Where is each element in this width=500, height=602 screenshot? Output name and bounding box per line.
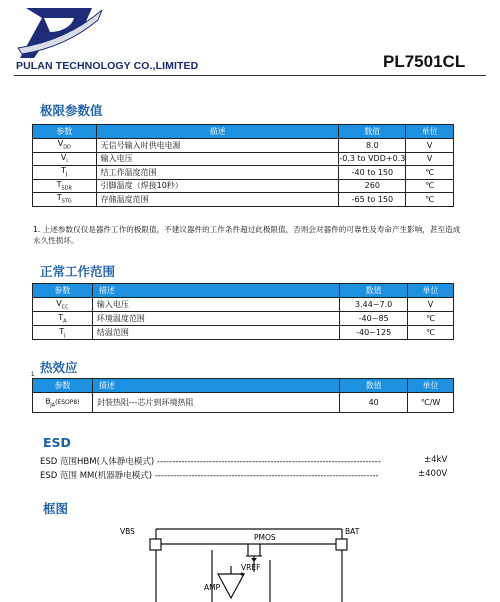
model-number: PL7501CL (383, 52, 466, 71)
param-value: -40~125 (340, 326, 408, 340)
symbol-main: T (59, 326, 65, 336)
param-value: -40 to 150 (339, 166, 406, 180)
label-pmos: PMOS (254, 533, 276, 542)
header-divider (14, 75, 486, 76)
col-header: 参数 (33, 379, 93, 393)
param-description: 无信号输入时供电电源 (96, 139, 339, 153)
symbol-subscript: CC (61, 304, 69, 311)
table-row (33, 393, 454, 413)
param-unit: ℃/W (408, 393, 454, 413)
param-description: 结温范围 (92, 326, 339, 340)
table-row (33, 193, 454, 207)
symbol-subscript: JA (50, 402, 56, 409)
company-logo (14, 4, 104, 60)
section-title-esd: ESD (43, 435, 71, 450)
table-row (33, 139, 454, 153)
param-symbol (33, 326, 93, 340)
abs-max-table (32, 124, 454, 207)
table-header-row (33, 284, 454, 298)
param-symbol (33, 193, 97, 207)
param-unit: ℃ (408, 326, 454, 340)
col-header: 单位 (406, 125, 454, 139)
param-description: 环境温度范围 (92, 312, 339, 326)
col-header: 描述 (92, 284, 339, 298)
col-header: 数值 (339, 125, 406, 139)
col-header: 数值 (340, 379, 408, 393)
footnote-marker: 1 (31, 372, 35, 378)
symbol-subscript: STG (61, 199, 72, 206)
param-description: 结工作温度范围 (96, 166, 339, 180)
esd-row-hbm (40, 455, 381, 467)
col-header: 描述 (92, 379, 339, 393)
param-symbol (33, 139, 97, 153)
symbol-main: V (60, 152, 67, 162)
param-value: 8.0 (339, 139, 406, 153)
table-row (33, 298, 454, 312)
esd-row-mm (40, 469, 379, 481)
param-value: 260 (339, 179, 406, 193)
symbol-main: T (56, 179, 62, 189)
param-unit: ℃ (406, 166, 454, 180)
param-value: -40~85 (340, 312, 408, 326)
table-header-row (33, 125, 454, 139)
company-name: PULAN TECHNOLOGY CO.,LIMITED (16, 60, 199, 72)
esd-dashes: ------------------------------------------------------------------------- (154, 471, 379, 481)
param-description: 存储温度范围 (96, 193, 339, 207)
symbol-main: V (56, 298, 62, 308)
abs-max-note: 1. 上述参数仅仅是器件工作的极限值，不建议器件的工作条件超过此极限值，否则会对器件的可靠性及寿命产生影响，甚至造成永久性损坏。 (33, 225, 461, 245)
esd-label: ESD 范围 MM(机器静电模式) (40, 471, 153, 481)
param-value: 40 (340, 393, 408, 413)
param-unit: ℃ (408, 312, 454, 326)
table-row (33, 326, 454, 340)
symbol-main: T (61, 166, 66, 176)
thermal-table (32, 378, 454, 413)
symbol-subscript: I (66, 158, 68, 165)
param-description: 封装热阻---芯片到环境热阻 (92, 393, 339, 413)
label-amp: AMP (204, 583, 221, 592)
param-symbol (33, 393, 93, 413)
symbol-subscript: j (64, 332, 66, 339)
symbol-subscript: A (63, 318, 67, 325)
table-row (33, 166, 454, 180)
esd-label: ESD 范围HBM(人体静电模式) (40, 457, 155, 467)
param-unit: V (406, 139, 454, 153)
symbol-subscript: SDR (61, 185, 72, 192)
col-header: 参数 (33, 125, 97, 139)
param-symbol (33, 152, 97, 166)
param-description: 引脚温度（焊接10秒） (96, 179, 339, 193)
op-range-table (32, 283, 454, 340)
table-row (33, 152, 454, 166)
symbol-subscript: J (66, 172, 68, 179)
label-vref: VREF (241, 563, 261, 572)
table-header-row (33, 379, 454, 393)
section-title-thermal: 热效应 (40, 360, 78, 375)
param-unit: V (406, 152, 454, 166)
esd-value: ±4kV (424, 455, 448, 465)
param-symbol (33, 166, 97, 180)
package-suffix: (ESOP8) (55, 398, 80, 406)
symbol-main: V (57, 139, 64, 149)
param-unit: V (408, 298, 454, 312)
table-row (33, 312, 454, 326)
param-description: 输入电压 (96, 152, 339, 166)
section-title-abs-max: 极限参数值 (40, 103, 103, 118)
col-header: 数值 (340, 284, 408, 298)
section-title-op-range: 正常工作范围 (40, 264, 116, 279)
symbol-main: T (56, 193, 62, 203)
col-header: 单位 (408, 284, 454, 298)
param-symbol (33, 312, 93, 326)
param-unit: ℃ (406, 193, 454, 207)
col-header: 参数 (33, 284, 93, 298)
esd-value: ±400V (418, 469, 448, 479)
symbol-subscript: DD (63, 145, 71, 152)
table-row (33, 179, 454, 193)
param-description: 输入电压 (92, 298, 339, 312)
symbol-main: θ (45, 396, 51, 406)
col-header: 描述 (96, 125, 339, 139)
param-symbol (33, 179, 97, 193)
param-value: -65 to 150 (339, 193, 406, 207)
label-vbs: VBS (120, 527, 135, 536)
param-unit: ℃ (406, 179, 454, 193)
param-value: -0.3 to VDD+0.3 (339, 152, 406, 166)
label-bat: BAT (345, 527, 360, 536)
block-diagram (120, 520, 380, 602)
symbol-main: T (58, 312, 64, 322)
section-title-block: 框图 (43, 501, 69, 516)
param-symbol (33, 298, 93, 312)
param-value: 3.44~7.0 (340, 298, 408, 312)
esd-dashes: ------------------------------------------------------------------------- (156, 457, 381, 467)
col-header: 单位 (408, 379, 454, 393)
